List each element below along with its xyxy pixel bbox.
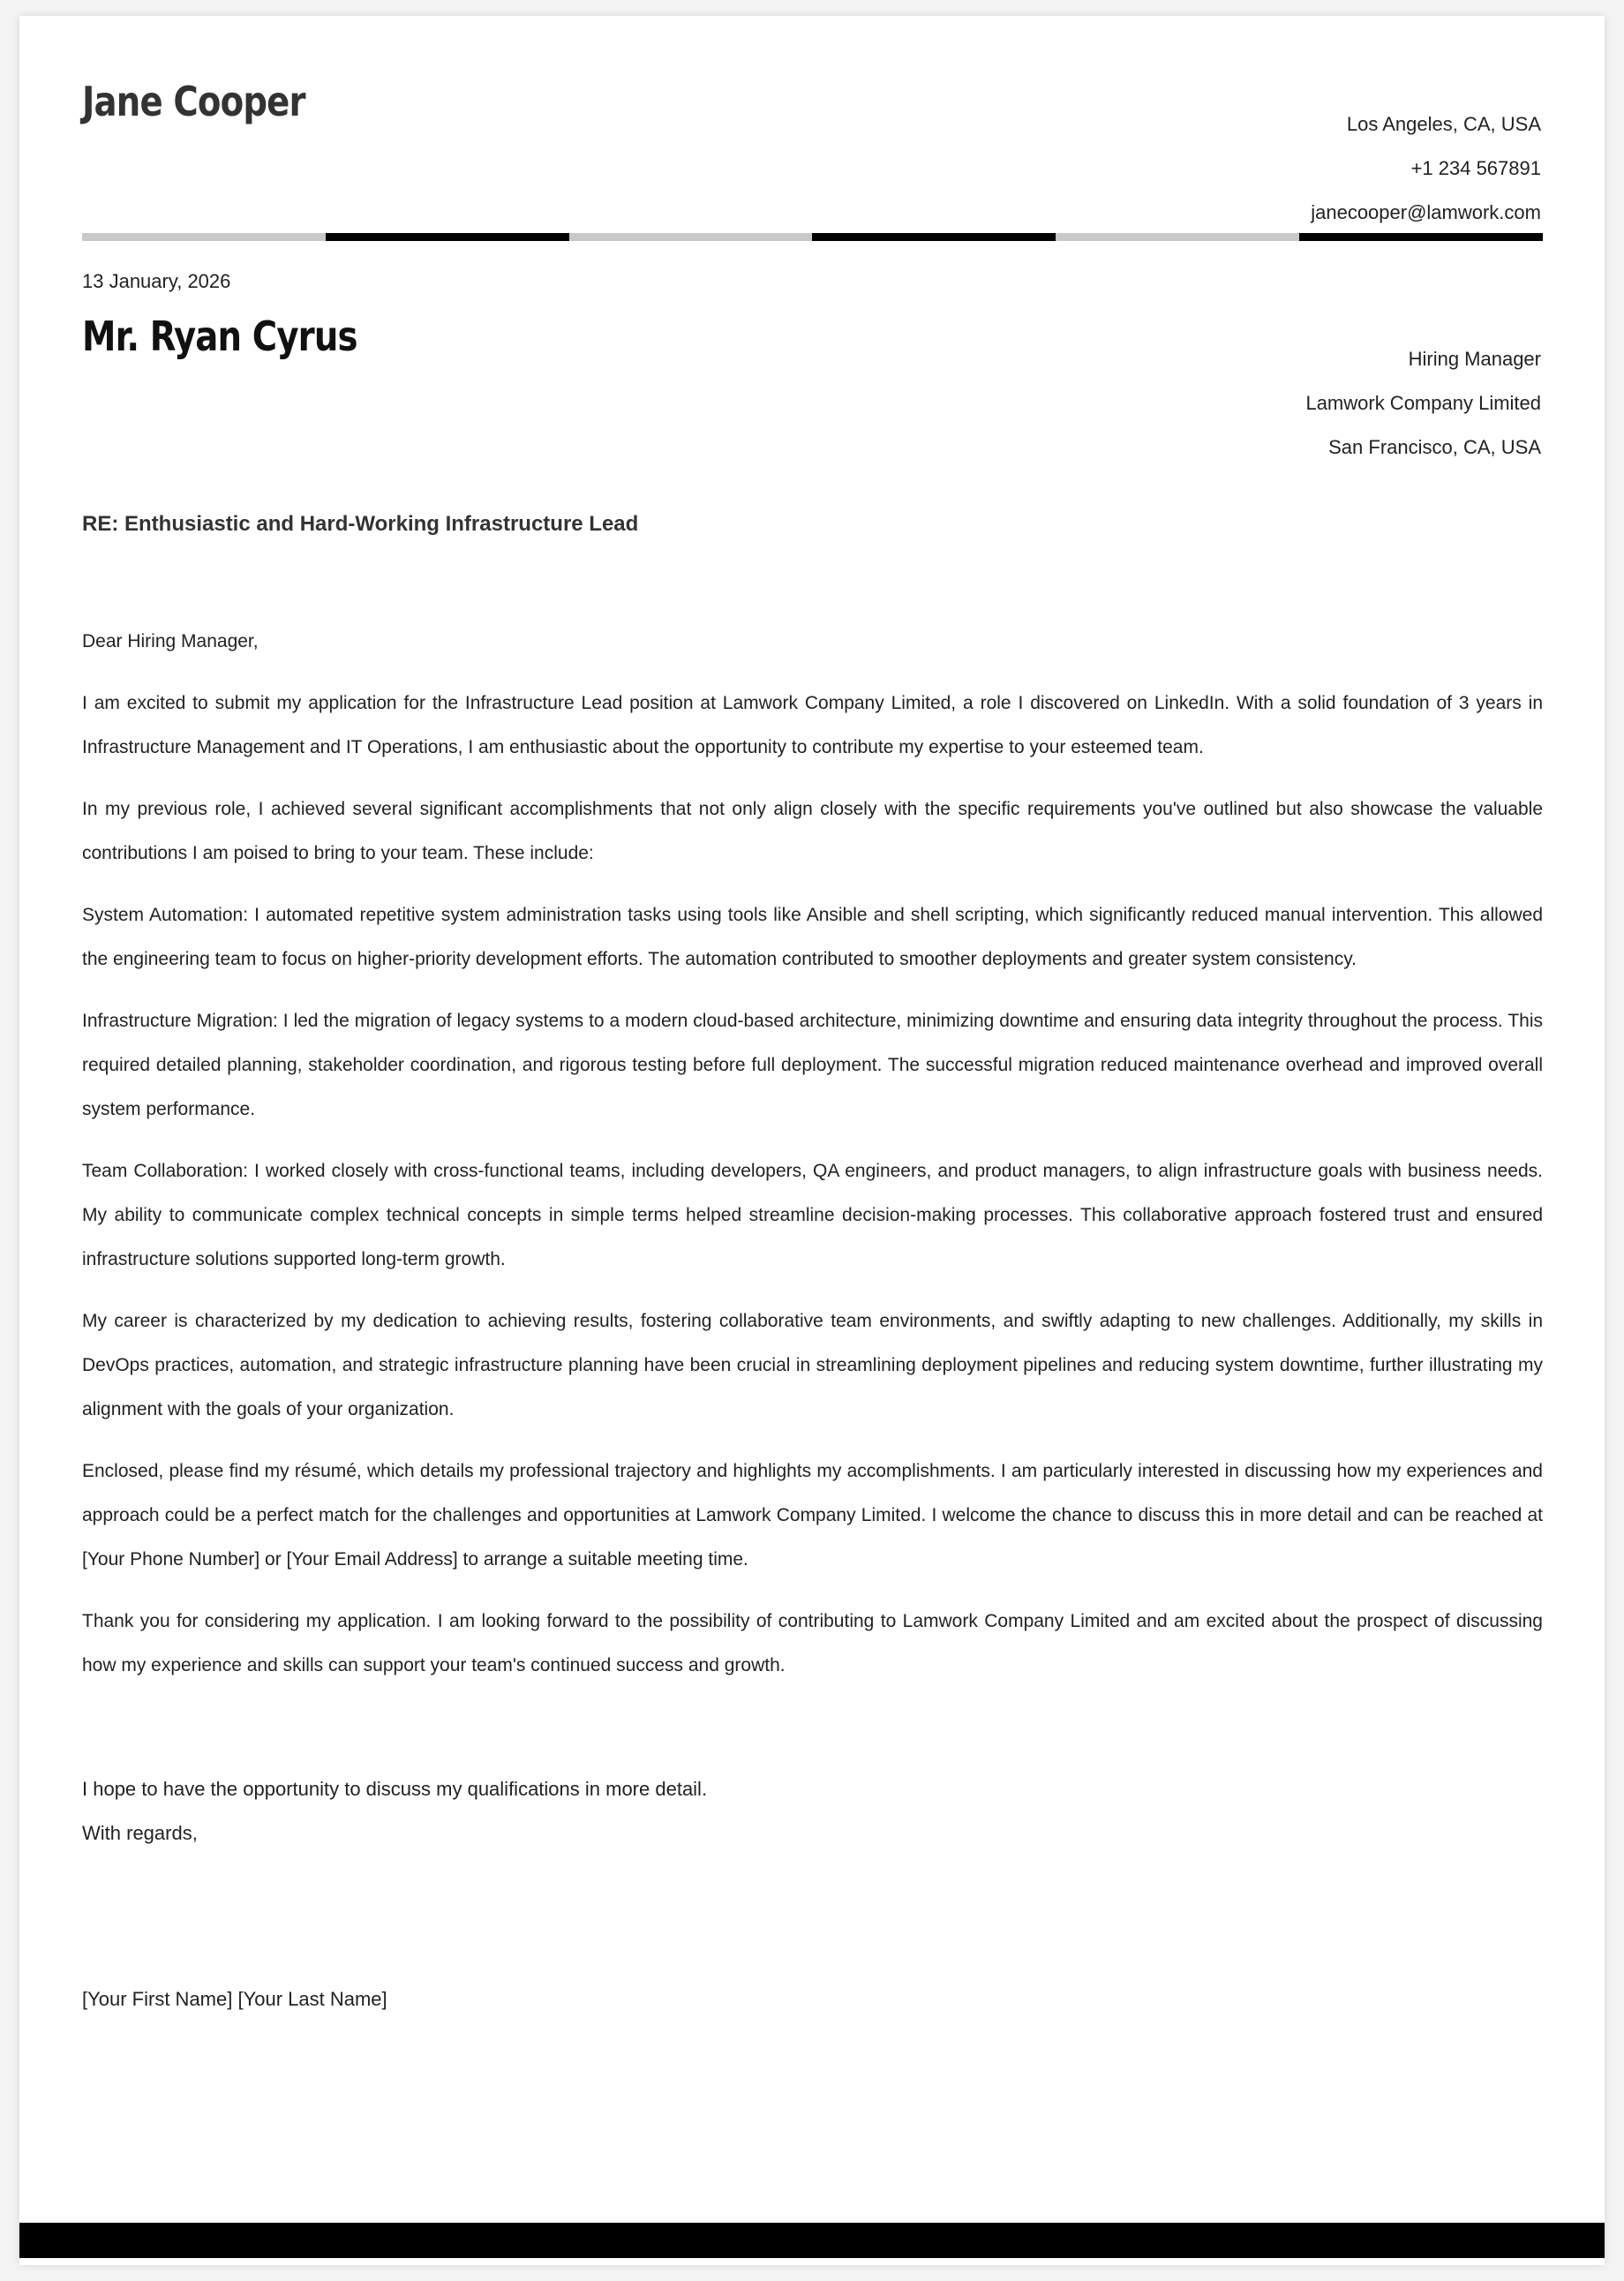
divider-segment	[326, 233, 569, 241]
letter-date: 13 January, 2026	[82, 270, 231, 292]
sender-email: janecooper@lamwork.com	[1311, 201, 1541, 223]
body-paragraph: Infrastructure Migration: I led the migration of legacy systems to a modern cloud-based architecture, minimizing downtime and ensuring data integrity throughout the process. This required detailed planning, stakeholder coordination, and rigorous testing before full deployment. The successful migration reduced maintenance overhead and improved overall system performance.	[82, 1011, 1543, 1119]
recipient-location: San Francisco, CA, USA	[1328, 436, 1541, 458]
body-paragraph: Thank you for considering my application. I am looking forward to the possibility of contributing to Lamwork Company Limited and am excited about the prospect of discussing how my experience and skills can support your team's continued success and growth.	[82, 1611, 1543, 1675]
sender-contact	[1311, 102, 1541, 235]
body-paragraph: My career is characterized by my dedication to achieving results, fostering collaborative team environments, and swiftly adapting to new challenges. Additionally, my skills in DevOps practices, automation, and strategic infrastructure planning have been crucial in streamlining deployment pipelines and reducing system downtime, further illustrating my alignment with the goals of your organization.	[82, 1311, 1543, 1419]
body-paragraph: I am excited to submit my application for the Infrastructure Lead position at Lamwork Company Limited, a role I discovered on LinkedIn. With a solid foundation of 3 years in Infrastructure Management and IT Operations, I am enthusiastic about the opportunity to contribute my expertise to your esteemed team.	[82, 693, 1543, 757]
body-paragraph: In my previous role, I achieved several significant accomplishments that not only align closely with the specific requirements you've outlined but also showcase the valuable contributions I am poised to bring to your team. These include:	[82, 799, 1543, 863]
divider-segment	[569, 233, 813, 241]
sender-location: Los Angeles, CA, USA	[1346, 113, 1541, 135]
footer-bar	[19, 2223, 1605, 2258]
recipient-name: Mr. Ryan Cyrus	[82, 312, 357, 360]
recipient-company: Lamwork Company Limited	[1305, 392, 1541, 414]
body-paragraph: Enclosed, please find my résumé, which details my professional trajectory and highlights my accomplishments. I am particularly interested in discussing how my experiences and approach could be a perfect match for the challenges and opportunities at Lamwork Company Limited. I welcome the chance to discuss this in more detail and can be reached at [Your Phone Number] or [Your Email Address] to arrange a suitable meeting time.	[82, 1461, 1543, 1570]
body-paragraph: Team Collaboration: I worked closely with cross-functional teams, including developers, QA engineers, and product managers, to align infrastructure goals with business needs. My ability to communicate complex technical concepts in simple terms helped streamline decision-making processes. This collaborative approach fostered trust and ensured infrastructure solutions supported long-term growth.	[82, 1161, 1543, 1269]
closing-line: I hope to have the opportunity to discuss my qualifications in more detail.	[82, 1778, 708, 1800]
recipient-info	[1305, 337, 1541, 470]
sender-phone: +1 234 567891	[1410, 157, 1541, 179]
header-divider	[82, 233, 1543, 241]
divider-segment	[82, 233, 326, 241]
recipient-title: Hiring Manager	[1408, 348, 1541, 370]
divider-segment	[1299, 233, 1543, 241]
letter-closing	[82, 1767, 707, 1856]
closing-regards: With regards,	[82, 1822, 198, 1844]
salutation: Dear Hiring Manager,	[82, 631, 259, 651]
letter-body	[82, 620, 1543, 1705]
divider-segment	[812, 233, 1056, 241]
sender-name: Jane Cooper	[82, 78, 305, 125]
body-paragraph: System Automation: I automated repetitive system administration tasks using tools like Ansible and shell scripting, which significantly reduced manual intervention. This allowed the engineering team to focus on higher-priority development efforts. The automation contributed to smoother deployments and greater system consistency.	[82, 905, 1543, 969]
divider-segment	[1056, 233, 1299, 241]
letter-subject: RE: Enthusiastic and Hard-Working Infrastructure Lead	[82, 512, 639, 536]
letter-page	[19, 16, 1605, 2265]
signature: [Your First Name] [Your Last Name]	[82, 1988, 387, 2010]
